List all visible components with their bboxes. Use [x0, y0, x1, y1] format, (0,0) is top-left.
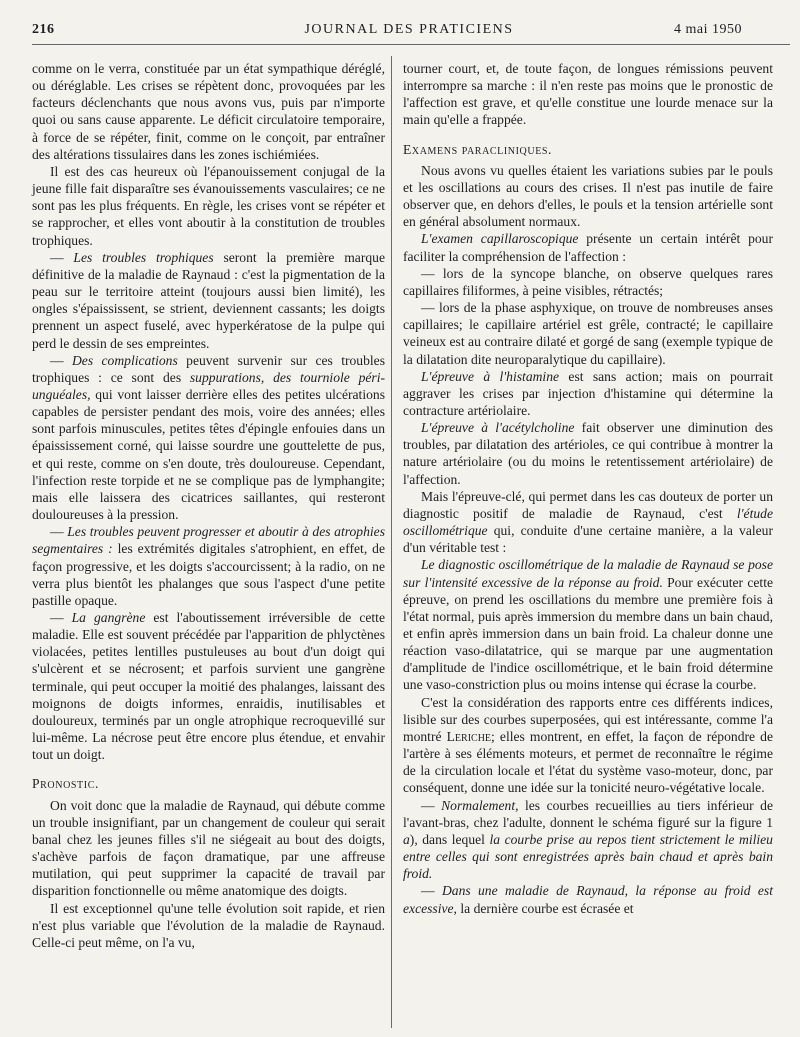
paragraph: comme on le verra, constituée par un état sympathique déréglé, ou déréglable. Les crises se répètent donc, provoquées par les facteurs déclenchants que nous avons vus, puis par n'importe quoi ou sans cause apparente. Le déficit circulatoire temporaire, à force de se répéter, finit, comme on le conçoit, par entraîner des altérations tissulaires dans les zones ischiémiées.: [32, 61, 385, 162]
header-rule: [32, 44, 790, 45]
section-heading-examens: Examens paracliniques.: [403, 141, 553, 157]
paragraph: — Normalement, les courbes recueillies au tiers inférieur de l'avant-bras, chez l'adulte, donnent le schéma figuré sur la figure 1 a), dans lequel la courbe prise au repos tient strictement le milieu entre celles qui sont enregistrées après bain chaud et après bain froid.: [403, 797, 773, 882]
column-divider: [391, 56, 392, 1028]
page-number: 216: [32, 22, 55, 37]
journal-title: JOURNAL DES PRATICIENS: [304, 22, 514, 37]
paragraph: Mais l'épreuve-clé, qui permet dans les cas douteux de porter un diagnostic positif de maladie de Raynaud, c'est l'étude oscillométrique qui, conduite d'une certaine manière, a la valeur d'un véritable test :: [403, 488, 773, 556]
paragraph: Le diagnostic oscillométrique de la maladie de Raynaud se pose sur l'intensité excessive de la réponse au froid. Pour exécuter cette épreuve, on prend les oscillations du membre une première fois à l'état normal, puis après immersion du membre dans un bain chaud, et enfin après immersion dans un bain froid. La chaleur donne une réaction vaso-dilatatrice, qui se marque par une augmentation d'amplitude de l'indice oscillométrique, et le bain froid détermine une vaso-constriction plus ou moins intense qui écrase la courbe.: [403, 557, 773, 693]
paragraph: L'épreuve à l'histamine est sans action; mais on pourrait aggraver les crises par injection d'histamine qui détermine la contracture artériolaire.: [403, 368, 773, 418]
paragraph: Il est exceptionnel qu'une telle évolution soit rapide, et rien n'est plus variable que l'évolution de la maladie de Raynaud. Celle-ci peut même, on l'a vu,: [32, 900, 385, 950]
paragraph: L'épreuve à l'acétylcholine fait observer une diminution des troubles, par dilatation des artérioles, ce qui contribue à montrer la nature artériolaire (ou du moins le retentissement artériolaire) de l'affection.: [403, 420, 773, 487]
author-name: Leriche: [446, 728, 492, 744]
paragraph: — lors de la syncope blanche, on observe quelques rares capillaires filiformes, à peine visibles, rétractés;: [403, 265, 773, 298]
paragraph: — La gangrène est l'aboutissement irréversible de cette maladie. Elle est souvent précédée par l'apparition de phlyctènes violacées, petites lentilles pustuleuses au bout d'un doigt qui s'ulcèrent et se nécrosent; et parfois survient une gangrène terminale, qui peut occuper la moitié des phalanges, laissant des moignons de doigts informes, enraidis, inutilisables et douloureux, terminés par un ongle atrophique recroquevillé sur lui-même. La nécrose peut être encore plus étendue, et envahir tout un doigt.: [32, 610, 385, 763]
paragraph: L'examen capillaroscopique présente un certain intérêt pour faciliter la compréhension de l'affection :: [403, 231, 773, 264]
paragraph: — Les troubles trophiques seront la première marque définitive de la maladie de Raynaud : c'est la pigmentation de la peau sur le territoire atteint (toujours aussi bien limité), les ongles s'épaississent, se strient, deviennent cassants; les doigts prennent un aspect fuselé, avec hyperkératose de la pulpe qui perd le dessin de ses empreintes.: [32, 249, 385, 351]
paragraph: Nous avons vu quelles étaient les variations subies par le pouls et les oscillations au cours des crises. Il n'est pas inutile de faire observer que, en dehors d'elles, le pouls et la tension artérielle sont en général absolument normaux.: [403, 162, 773, 230]
issue-date: 4 mai 1950: [674, 22, 742, 37]
paragraph: C'est la considération des rapports entre ces différents indices, lisible sur des courbes superposées, qui est intéressante, comme l'a montré Leriche; elles montrent, en effet, la façon de répondre de l'artère à ses éléments moteurs, et permet de reconnaître le régime de la circulation locale et l'état du système vaso-moteur, donc, par conséquent, donne une idée sur la tonicité neuro-végétative locale.: [403, 694, 773, 796]
page-header: [32, 22, 786, 46]
paragraph: On voit donc que la maladie de Raynaud, qui débute comme un trouble insignifiant, par un changement de couleur qui serait banal chez les jeunes filles s'il ne siégeait au bout des doigts, s'achève parfois de façon dramatique, par une affreuse mutilation, qui peut supprimer la capacité de travail par disparition fonctionnelle ou même anatomique des doigts.: [32, 797, 385, 899]
paragraph: Il est des cas heureux où l'épanouissement conjugal de la jeune fille fait disparaître ses évanouissements vasculaires; ce ne sont pas les plus fréquents. En règle, les crises vont se répéter et se rapprocher, et elles vont aboutir à la constitution de troubles trophiques.: [32, 163, 385, 248]
paragraph: tourner court, et, de toute façon, de longues rémissions peuvent interrompre sa marche : il n'en reste pas moins que le pronostic de l'affection est grave, et qu'elle constitue une lourde menace sur la main qu'elle a frappée.: [403, 61, 773, 128]
paragraph: — Dans une maladie de Raynaud, la réponse au froid est excessive, la dernière courbe est écrasée et: [403, 883, 774, 916]
paragraph: — lors de la phase asphyxique, on trouve de nombreuses anses capillaires; le capillaire artériel est grêle, contracté; le capillaire veineux est au contraire dilaté et gorgé de sang (exemple typique de la dilatation dite neuroparalytique du capillaire).: [403, 300, 773, 367]
paragraph: — Des complications peuvent survenir sur ces troubles trophiques : ce sont des suppurations, des tourniole péri-unguéales, qui vont laisser derrière elles des petites ulcérations capables de persister pendant des mois, voire des années; elles sont parfois minuscules, petites têtes d'épingle enfouies dans un épaississement corné, qui laisse sourdre une gouttelette de pus, et qui reste, comme on s'en doute, très douloureuse. Cependant, l'infection reste torpide et ne se complique pas de lymphangite; mais elle laissera des cicatrices saillantes, qui resteront douloureuses à la pression.: [32, 352, 386, 523]
section-heading-pronostic: Pronostic.: [32, 776, 99, 792]
paragraph: — Les troubles peuvent progresser et aboutir à des atrophies segmentaires : les extrémités digitales s'atrophient, en effet, de façon progressive, et les doigts s'accourcissent; à la radio, on ne verra plus bientôt les phalanges que sous l'aspect d'une petite pastille opaque.: [32, 524, 386, 608]
left-column: [32, 60, 385, 951]
right-column: [403, 60, 773, 917]
